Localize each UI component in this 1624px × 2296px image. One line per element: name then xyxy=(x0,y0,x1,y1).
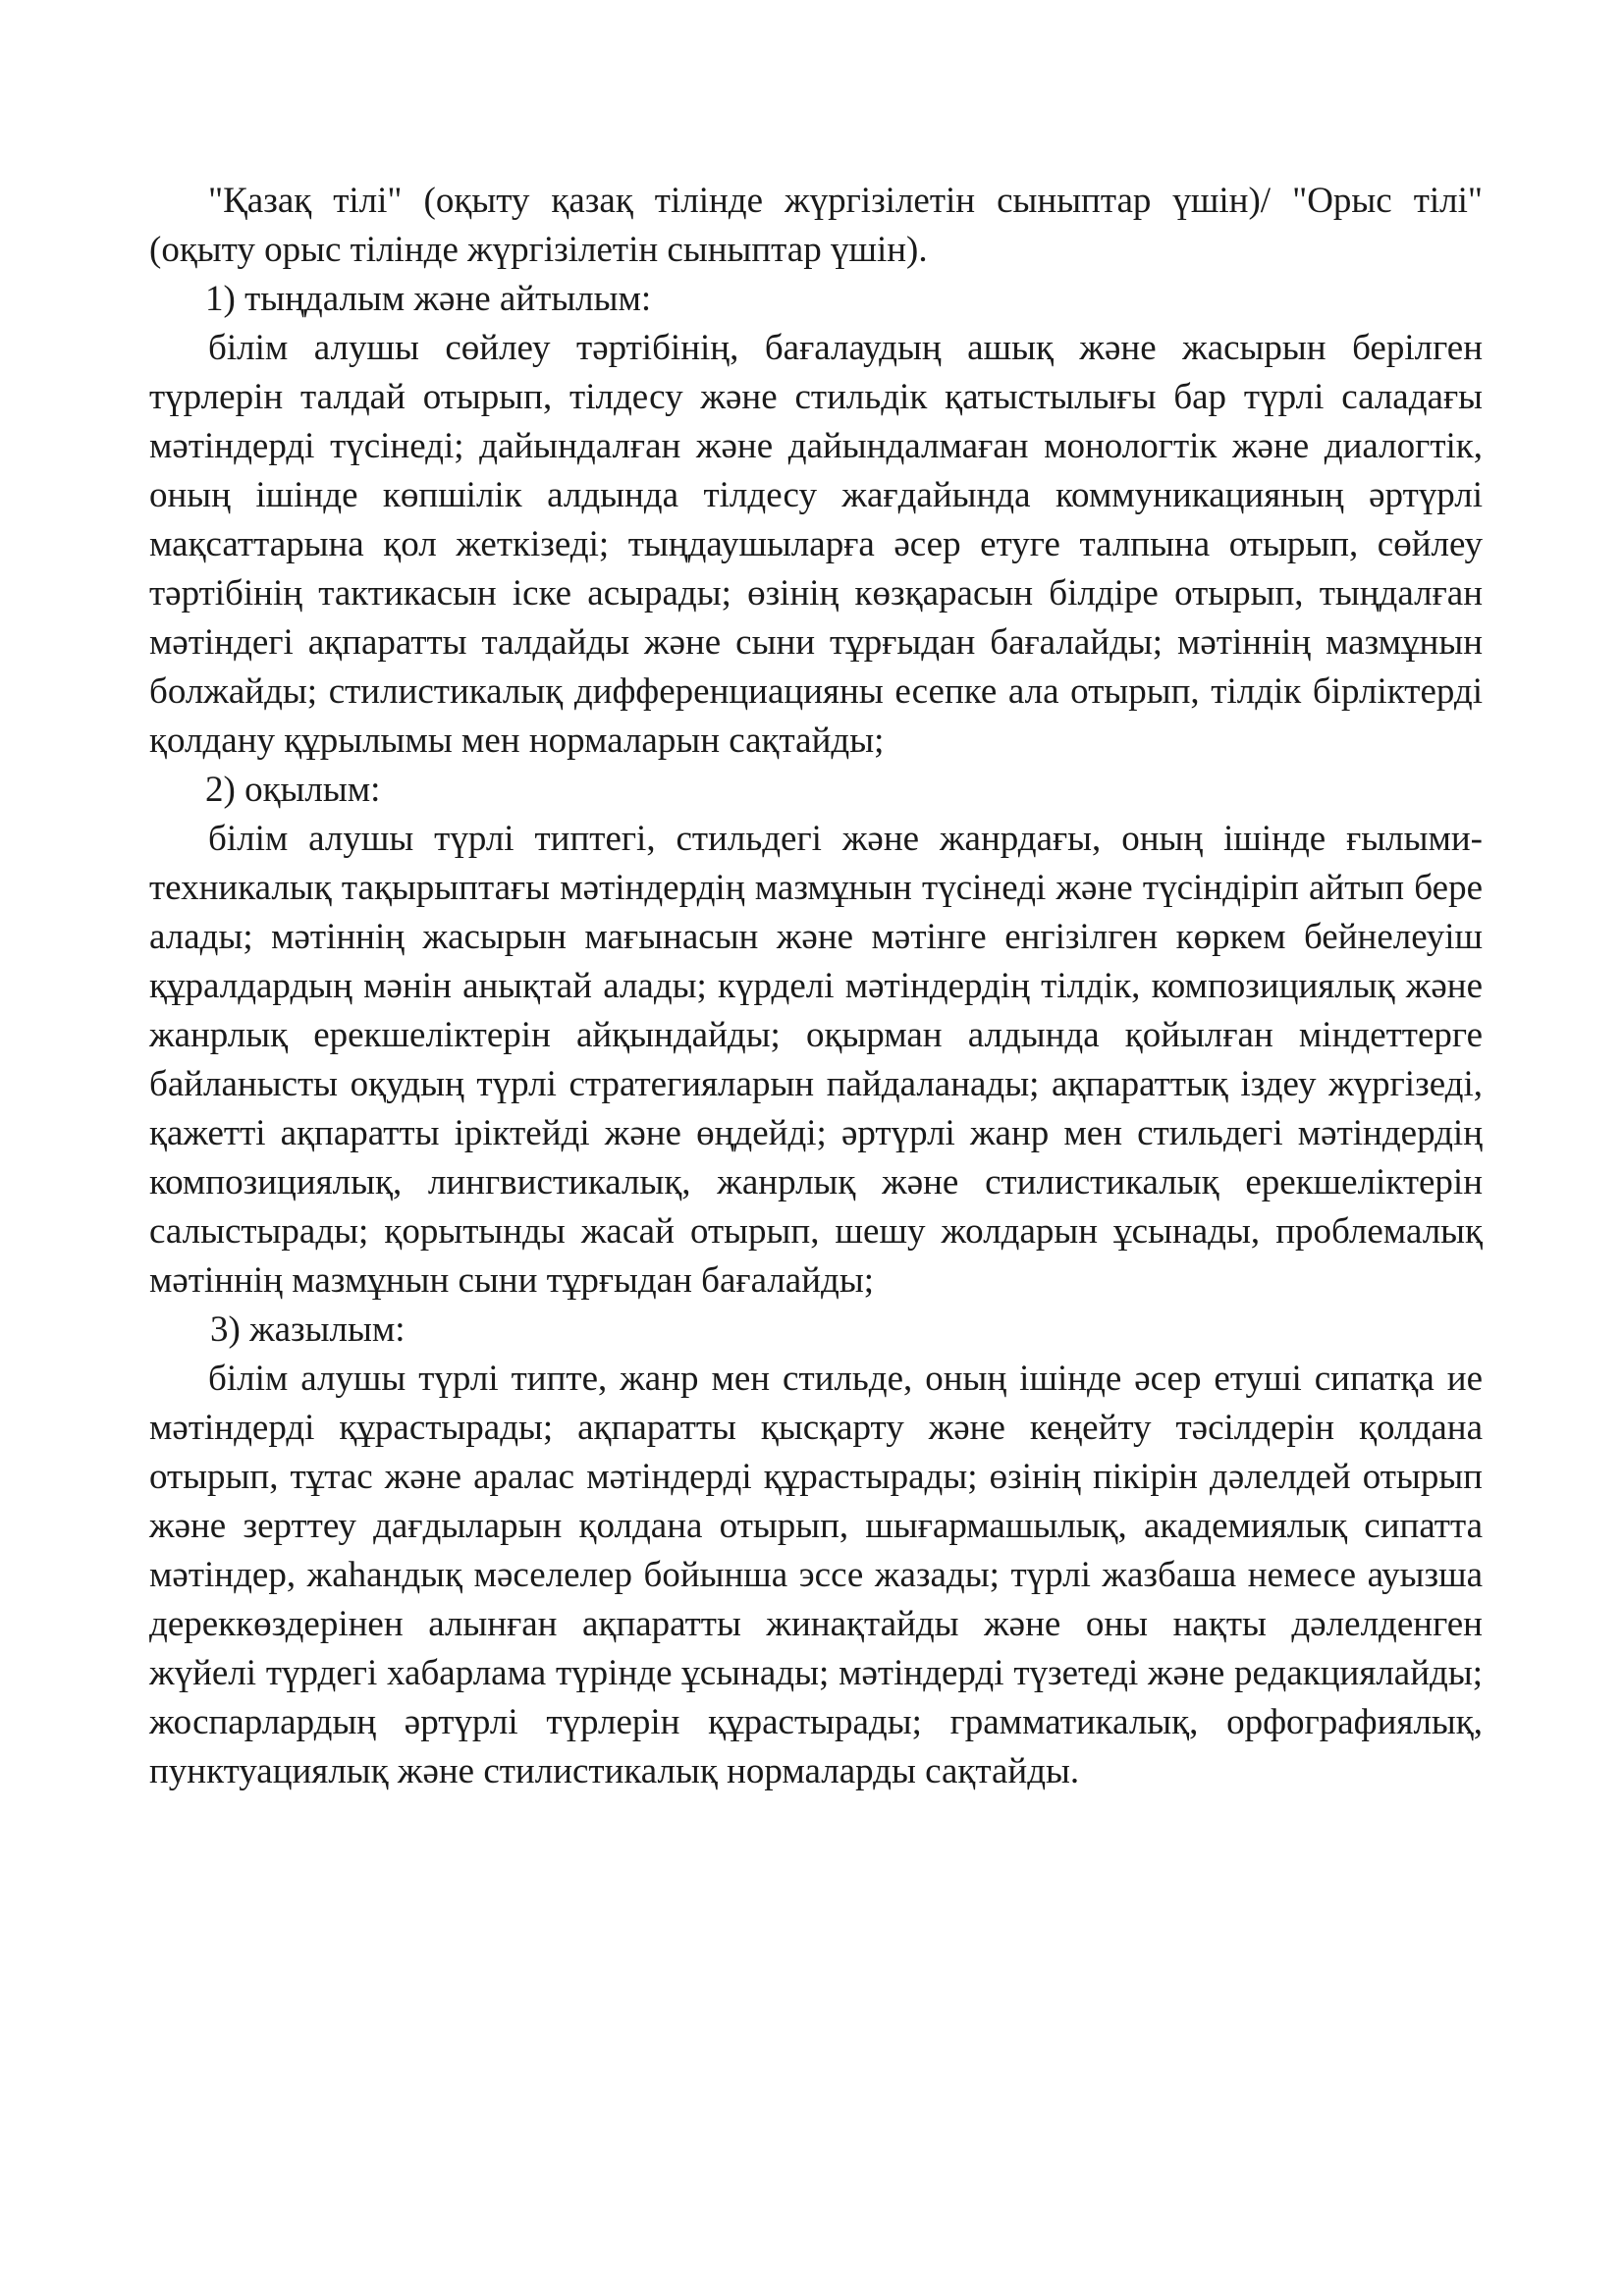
document-page xyxy=(149,177,1483,1796)
section-heading-writing: 3) жазылым: xyxy=(210,1309,406,1350)
section-heading-listening-speaking: 1) тыңдалым және айтылым: xyxy=(205,279,652,319)
section-heading-reading: 2) оқылым: xyxy=(205,770,381,810)
section-body-listening-speaking: білім алушы сөйлеу тәртібінің, бағалаудың ашық және жасырын берілген түрлерін талдай отырып, тілдесу және стильдік қатыстылығы бар түрлі саладағы мәтіндерді түсінеді; дайындалған және дайындалмаған монологтік және диалогтік, оның ішінде көпшілік алдында тілдесу жағдайында коммуникацияның әртүрлі мақсаттарына қол жеткізеді; тыңдаушыларға әсер етуге талпына отырып, сөйлеу тәртібінің тактикасын іске асырады; өзінің көзқарасын білдіре отырып, тыңдалған мәтіндегі ақпаратты талдайды және сыни тұрғыдан бағалайды; мәтіннің мазмұнын болжайды; стилистикалық дифференциацияны есепке ала отырып, тілдік бірліктерді қолдану құрылымы мен нормаларын сақтайды; xyxy=(149,328,1483,761)
section-body-reading: білім алушы түрлі типтегі, стильдегі және жанрдағы, оның ішінде ғылыми-техникалық тақырыптағы мәтіндердің мазмұнын түсінеді және түсіндіріп айтып бере алады; мәтіннің жасырын мағынасын және мәтінге енгізілген көркем бейнелеуіш құралдардың мәнін анықтай алады; күрделі мәтіндердің тілдік, композициялық және жанрлық ерекшеліктерін айқындайды; оқырман алдында қойылған міндеттерге байланысты оқудың түрлі стратегияларын пайдаланады; ақпараттық іздеу жүргізеді, қажетті ақпаратты іріктейді және өңдейді; әртүрлі жанр мен стильдегі мәтіндердің композициялық, лингвистикалық, жанрлық және стилистикалық ерекшеліктерін салыстырады; қорытынды жасай отырып, шешу жолдарын ұсынады, проблемалық мәтіннің мазмұнын сыни тұрғыдан бағалайды; xyxy=(149,819,1483,1301)
section-body-writing: білім алушы түрлі типте, жанр мен стильде, оның ішінде әсер етуші сипатқа ие мәтіндерді құрастырады; ақпаратты қысқарту және кеңейту тәсілдерін қолдана отырып, тұтас және аралас мәтіндерді құрастырады; өзінің пікірін дәлелдей отырып және зерттеу дағдыларын қолдана отырып, шығармашылық, академиялық сипатта мәтіндер, жаһандық мәселелер бойынша эссе жазады; түрлі жазбаша немесе ауызша дереккөздерінен алынған ақпаратты жинақтайды және оны нақты дәлелденген жүйелі түрдегі хабарлама түрінде ұсынады; мәтіндерді түзетеді және редакциялайды; жоспарлардың әртүрлі түрлерін құрастырады; грамматикалық, орфографиялық, пунктуациялық және стилистикалық нормаларды сақтайды. xyxy=(149,1359,1483,1791)
intro-paragraph: "Қазақ тілі" (оқыту қазақ тілінде жүргізілетін сыныптар үшін)/ "Орыс тілі" (оқыту орыс тілінде жүргізілетін сыныптар үшін). xyxy=(149,181,1483,270)
